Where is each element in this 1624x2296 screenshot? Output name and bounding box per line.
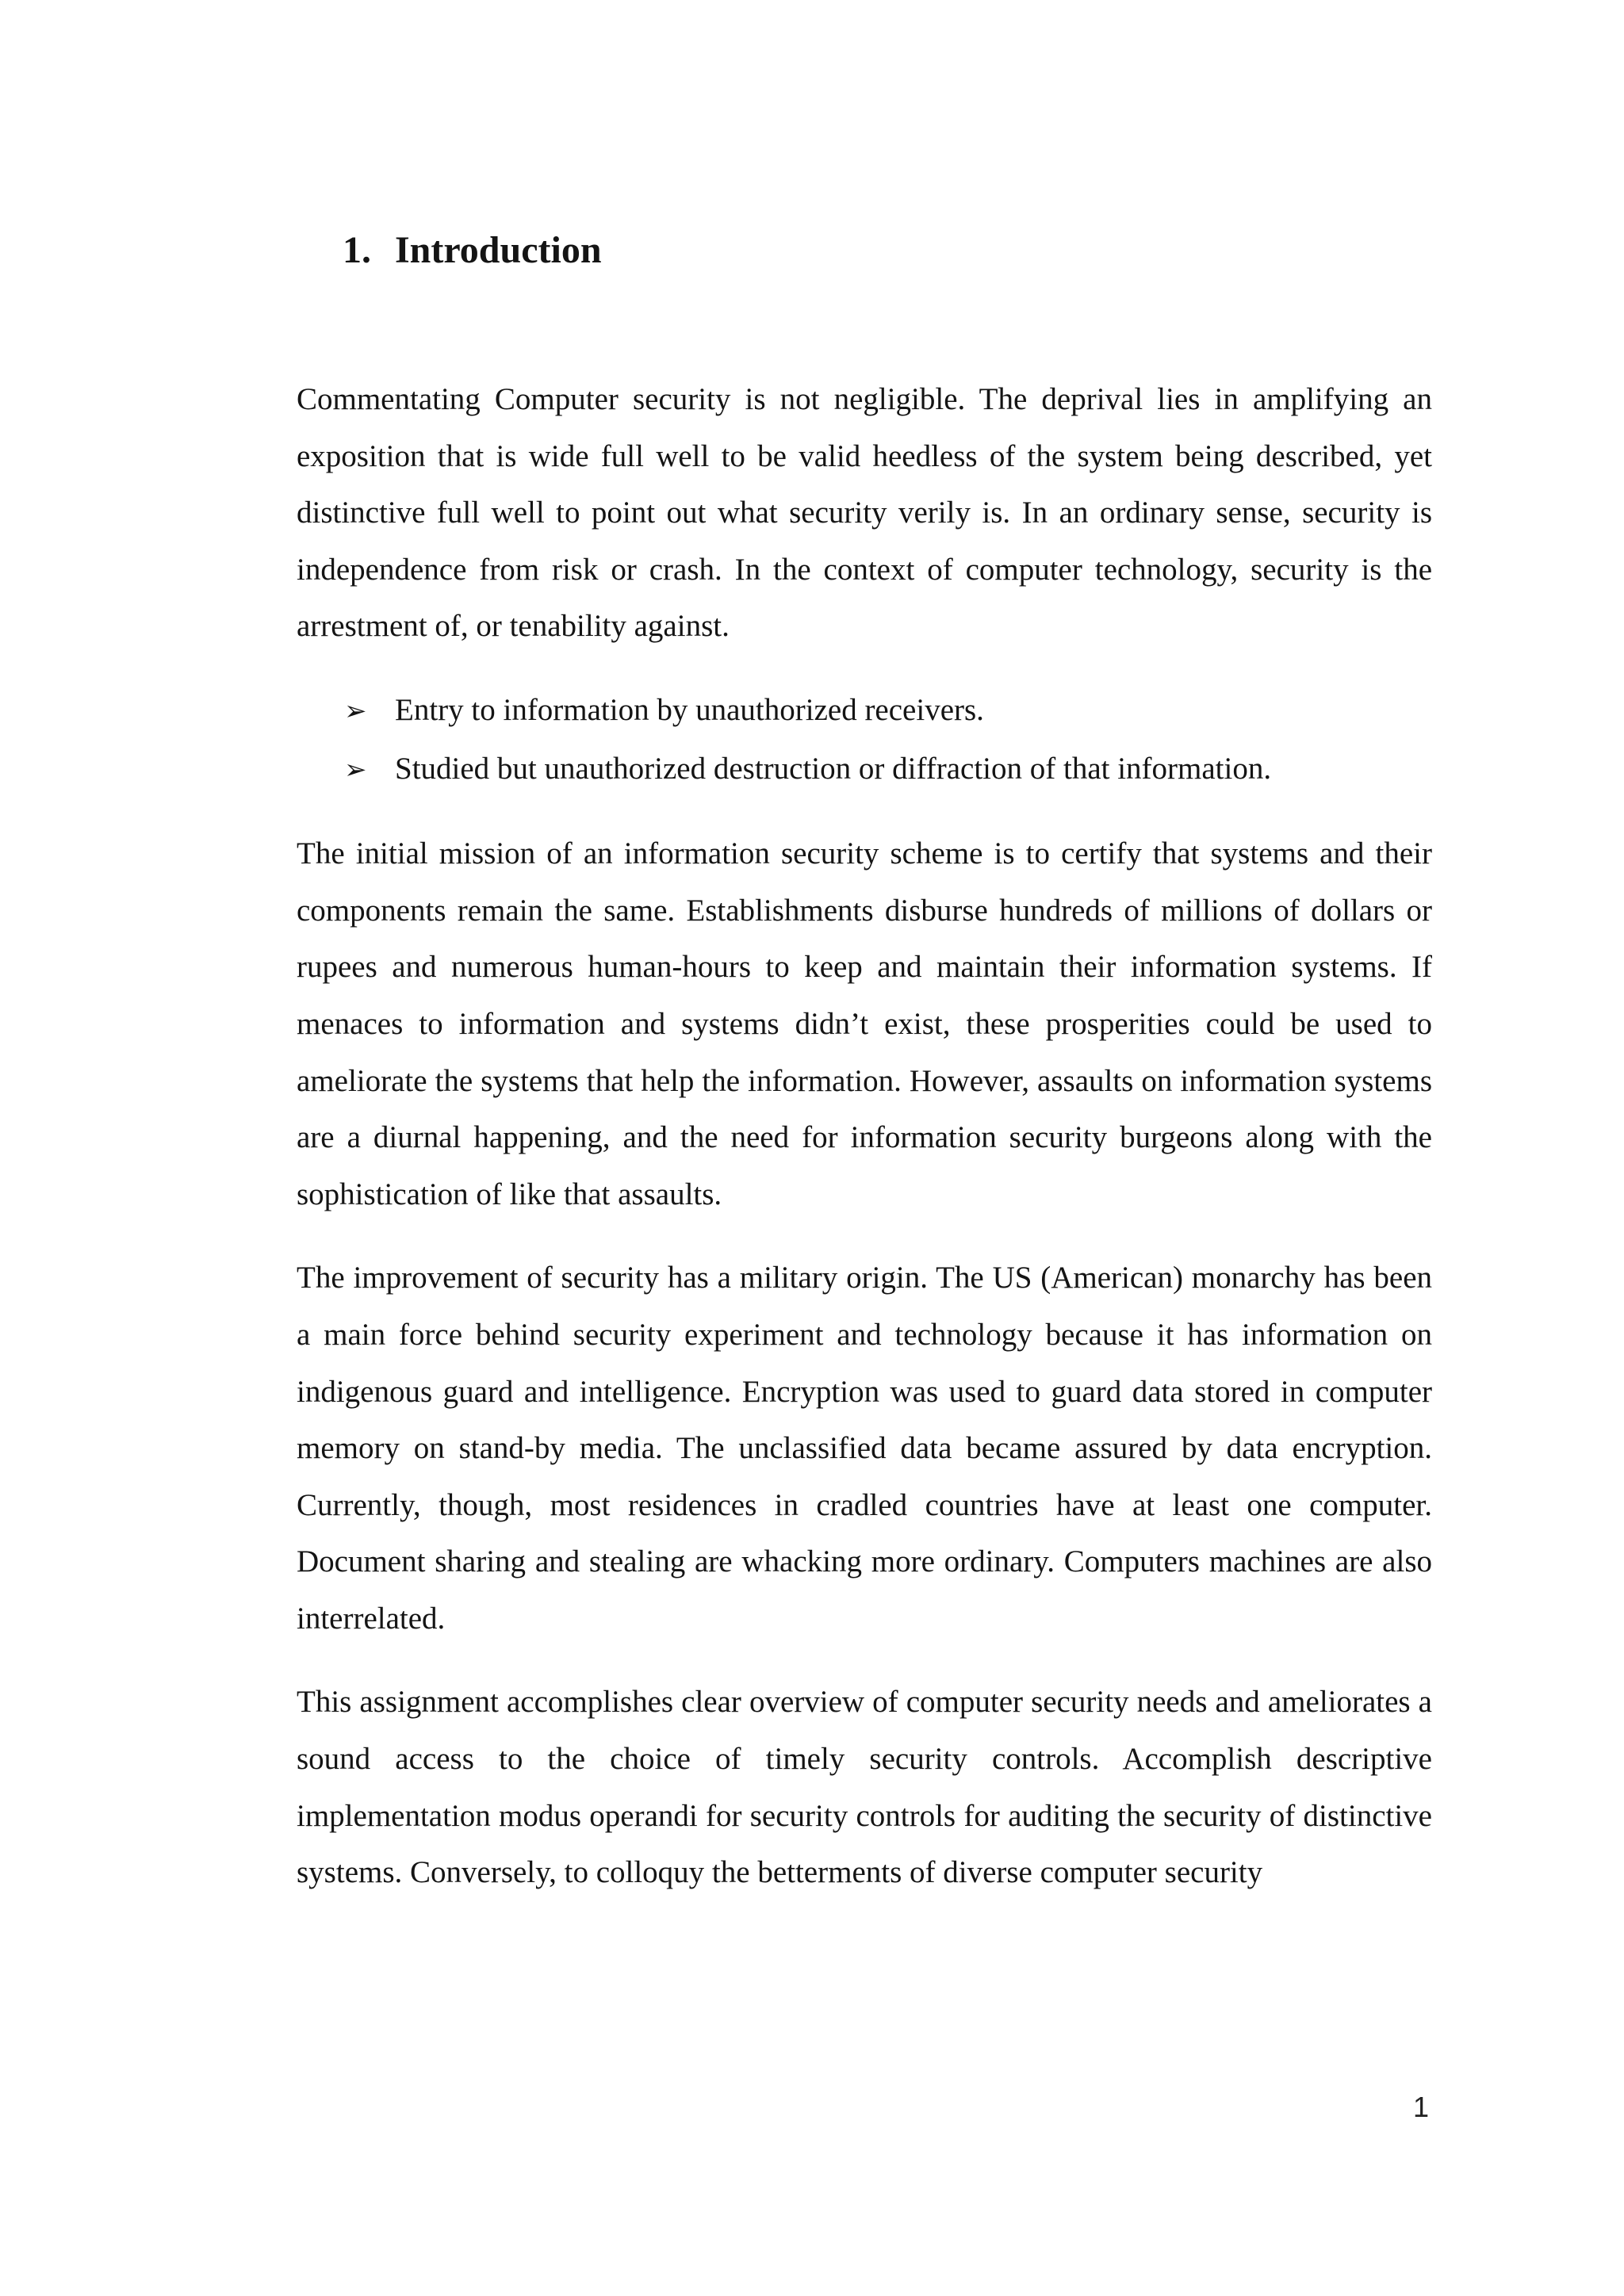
bullet-text: Studied but unauthorized destruction or diffraction of that information. — [395, 751, 1272, 786]
paragraph-4: This assignment accomplishes clear overview of computer security needs and ameliorates a sound access to the choice of timely security controls. Accomplish descriptive implementation modus operandi for security controls for auditing the security of distinctive systems. Conversely, to colloquy the betterments of diverse computer security — [297, 1685, 1432, 1890]
bullet-item — [344, 740, 1432, 799]
page-number: 1 — [1413, 2091, 1430, 2123]
paragraph-3: The improvement of security has a military origin. The US (American) monarchy has been a main force behind security experiment and technology because it has information on indigenous guard and intelligence. Encryption was used to guard data stored in computer memory on stand-by media. The unclassified data became assured by data encryption. Currently, though, most residences in cradled countries have at least one computer. Document sharing and stealing are whacking more ordinary. Computers machines are also interrelated. — [297, 1261, 1432, 1636]
bullet-item — [344, 682, 1432, 740]
paragraph-1: Commentating Computer security is not negligible. The deprival lies in amplifying an exposition that is wide full well to be valid heedless of the system being described, yet distinctive full well to point out what security verily is. In an ordinary sense, security is independence from risk or crash. In the context of computer technology, security is the arrestment of, or tenability against. — [297, 382, 1432, 644]
paragraph-2: The initial mission of an information security scheme is to certify that systems and their components remain the same. Establishments disburse hundreds of millions of dollars or rupees and numerous human-hours to keep and maintain their information systems. If menaces to information and systems didn’t exist, these prosperities could be used to ameliorate the systems that help the information. However, assaults on information systems are a diurnal happening, and the need for information security burgeons along with the sophistication of like that assaults. — [297, 836, 1432, 1211]
section-number: 1. — [343, 229, 371, 271]
bullet-list — [297, 682, 1432, 798]
arrow-bullet-icon: ➢ — [344, 695, 367, 727]
section-title: Introduction — [395, 229, 602, 271]
section-heading — [343, 227, 602, 274]
bullet-text: Entry to information by unauthorized receivers. — [395, 692, 984, 727]
body-content — [297, 371, 1432, 1928]
arrow-bullet-icon: ➢ — [344, 753, 367, 786]
